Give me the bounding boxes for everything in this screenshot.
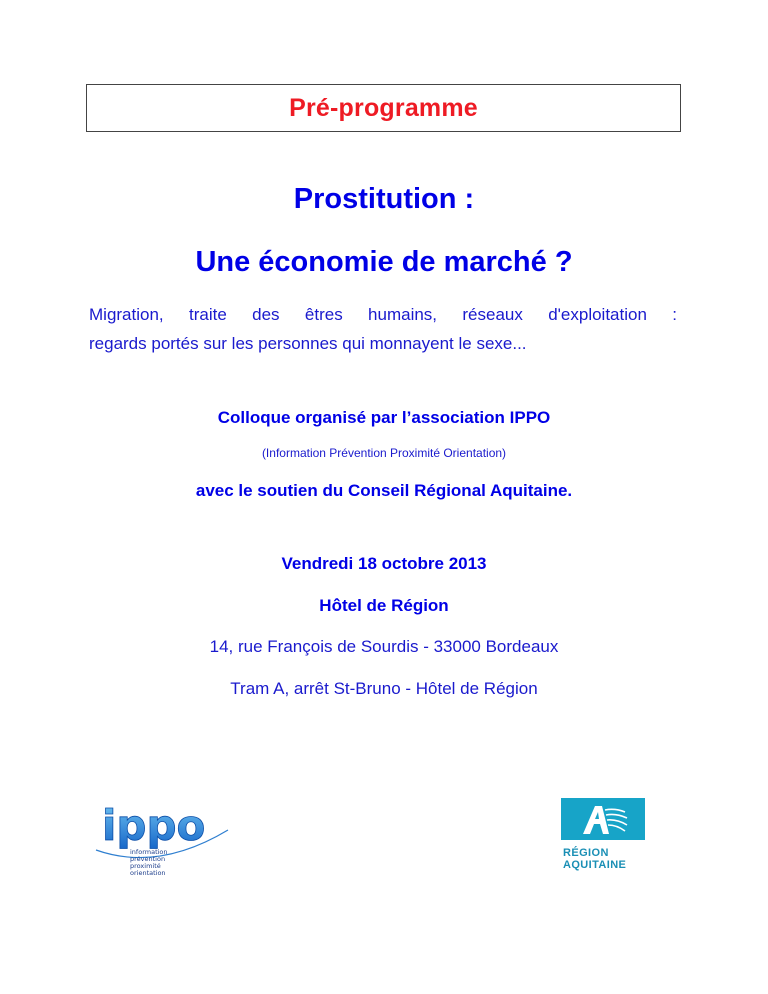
header-box — [86, 84, 681, 132]
ippo-tagline-4: orientation — [130, 869, 166, 877]
region-label-line1: RÉGION — [563, 847, 609, 859]
ippo-wordmark: ippo — [102, 801, 206, 850]
header-title: Pré-programme — [289, 93, 478, 122]
event-address: 14, rue François de Sourdis - 33000 Bordeaux — [209, 637, 559, 656]
support-line: avec le soutien du Conseil Régional Aquitaine. — [195, 481, 573, 500]
region-label-line2: AQUITAINE — [563, 859, 627, 871]
ippo-logo-graphic — [88, 790, 238, 880]
ippo-logo — [88, 790, 238, 880]
main-title-line1: Prostitution : — [293, 183, 475, 215]
intro-line2: regards portés sur les personnes qui monnayent le sexe... — [89, 334, 527, 353]
ippo-tagline-2: prévention — [130, 855, 166, 863]
ippo-tagline-3: proximité — [130, 862, 161, 870]
main-title-line2: Une économie de marché ? — [195, 246, 573, 278]
region-aquitaine-logo — [561, 798, 647, 878]
ippo-tagline — [130, 848, 168, 877]
acronym-expansion: (Information Prévention Proximité Orientation) — [261, 446, 507, 460]
organizer-line: Colloque organisé par l’association IPPO — [217, 408, 551, 427]
intro-paragraph — [89, 300, 677, 358]
event-date: Vendredi 18 octobre 2013 — [281, 554, 487, 573]
event-transport: Tram A, arrêt St-Bruno - Hôtel de Région — [230, 679, 538, 698]
ippo-tagline-1: information — [130, 848, 168, 856]
intro-line1: Migration, traite des êtres humains, réseaux d'exploitation : — [89, 305, 677, 324]
region-emblem-icon — [561, 798, 645, 840]
event-venue: Hôtel de Région — [319, 596, 449, 615]
region-emblem-box — [561, 798, 645, 840]
